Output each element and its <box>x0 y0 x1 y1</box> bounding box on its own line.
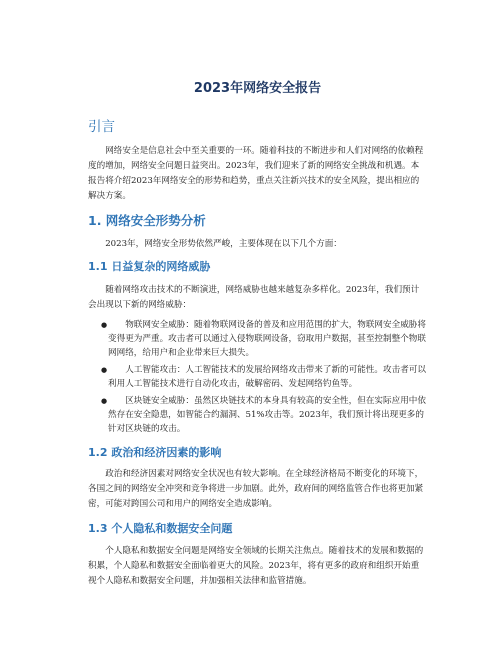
bullet-icon: ● <box>101 321 108 329</box>
section-1-3-heading: 1.3 个人隐私和数据安全问题 <box>88 522 233 535</box>
list-item-text: 物联网安全威胁：随着物联网设备的普及和应用范围的扩大，物联网安全威胁将变得更为严重。攻击者可以通过入侵物联网设备，窃取用户数据，甚至控制整个物联网网络，给用户和企业带来巨大损失。 <box>108 320 426 358</box>
threat-list <box>88 318 427 436</box>
section-1-1-heading: 1.1 日益复杂的网络威胁 <box>88 260 211 273</box>
list-item <box>88 394 427 436</box>
section-1-2-heading: 1.2 政治和经济因素的影响 <box>88 446 222 459</box>
section-1-2-paragraph: 政治和经济因素对网络安全状况也有较大影响。在全球经济格局不断变化的环境下，各国之间的网络安全冲突和竞争将进一步加剧。此外，政府间的网络监管合作也将更加紧密，可能对跨国公司和用户的网络安全造成影响。 <box>88 469 424 509</box>
bullet-icon: ● <box>101 366 108 374</box>
section-1-heading: 1. 网络安全形势分析 <box>88 213 206 228</box>
intro-heading: 引言 <box>88 119 115 135</box>
intro-paragraph: 网络安全是信息社会中至关重要的一环。随着科技的不断进步和人们对网络的依赖程度的增加，网络安全问题日益突出。2023年，我们迎来了新的网络安全挑战和机遇。本报告将介绍2023年网络安全的形势和趋势，重点关注新兴技术的安全风险，提出相应的解决方案。 <box>88 146 424 201</box>
list-item-text: 人工智能攻击：人工智能技术的发展给网络攻击带来了新的可能性。攻击者可以利用人工智能技术进行自动化攻击，破解密码、发起网络钓鱼等。 <box>108 365 426 389</box>
bullet-icon: ● <box>101 397 108 405</box>
list-item <box>88 363 427 391</box>
section-1-paragraph: 2023年，网络安全形势依然严峻，主要体现在以下几个方面： <box>105 239 342 249</box>
section-1-1-paragraph: 随着网络攻击技术的不断演进，网络威胁也越来越复杂多样化。2023年，我们预计会出现以下新的网络威胁： <box>88 285 420 310</box>
document-title: 2023年网络安全报告 <box>193 81 322 96</box>
list-item <box>88 318 427 360</box>
section-1-3-paragraph: 个人隐私和数据安全问题是网络安全领域的长期关注焦点。随着技术的发展和数据的积累，个人隐私和数据安全面临着更大的风险。2023年，将有更多的政府和组织开始重视个人隐私和数据安全问题，并加强相关法律和监管措施。 <box>88 546 424 586</box>
list-item-text: 区块链安全威胁：虽然区块链技术的本身具有较高的安全性，但在实际应用中依然存在安全隐患，如智能合约漏洞、51%攻击等。2023年，我们预计将出现更多的针对区块链的攻击。 <box>108 396 426 434</box>
